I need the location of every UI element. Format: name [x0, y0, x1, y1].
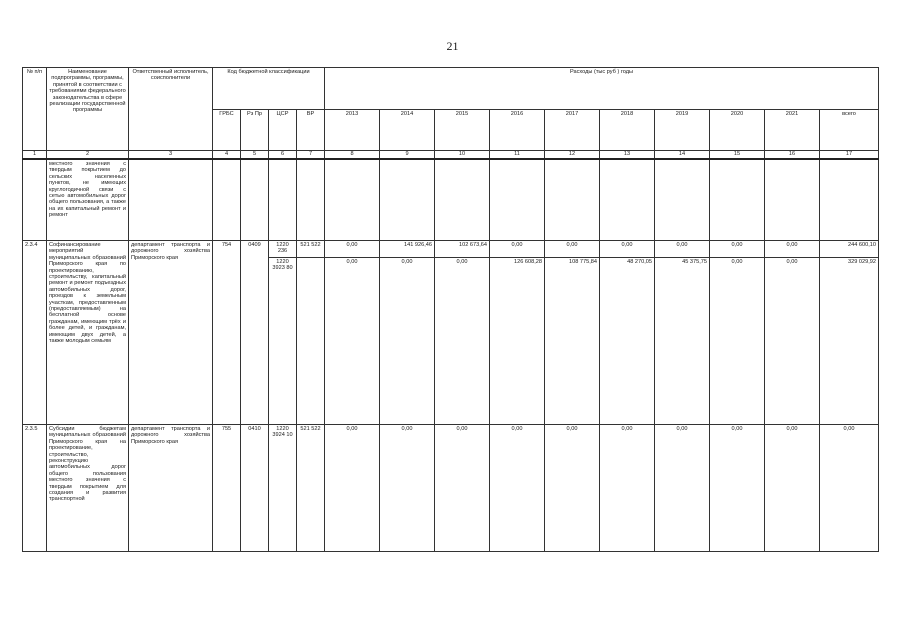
table-row [23, 425, 879, 552]
value-cell: 0,00 [325, 258, 380, 425]
header-year: 2020 [710, 109, 765, 151]
value-cell: 0,00 [655, 425, 710, 552]
value-cell: 329 029,92 [820, 258, 879, 425]
value-cell: 0,00 [600, 241, 655, 258]
row-number [23, 159, 47, 241]
value-cell: 0,00 [490, 241, 545, 258]
value-cell: 0,00 [435, 425, 490, 552]
row-name: Субсидии бюджетам муниципальных образований Приморского края на проектирование, строительство, реконструкцию автомобильных дорог общего пользования местного значения с твердым покрытием для создания и развития транспортной [47, 425, 129, 552]
column-number: 16 [765, 151, 820, 160]
row-executor [129, 159, 213, 241]
value-cell: 102 673,64 [435, 241, 490, 258]
column-number: 17 [820, 151, 879, 160]
value-cell: 0,00 [765, 258, 820, 425]
header-year: 2013 [325, 109, 380, 151]
value-cell: 0,00 [710, 258, 765, 425]
column-number: 11 [490, 151, 545, 160]
value-cell: 244 600,10 [820, 241, 879, 258]
value-cell: 0,00 [380, 425, 435, 552]
value-cell: 48 270,05 [600, 258, 655, 425]
column-number: 5 [241, 151, 269, 160]
header-name: Наименование подпрограммы, программы, принятой в соответствии с требованиями федерального законодательства в сфере реализации государственной программы [47, 68, 129, 151]
column-number: 8 [325, 151, 380, 160]
row-vr: 521 522 [297, 425, 325, 552]
column-number: 10 [435, 151, 490, 160]
row-vr: 521 522 [297, 241, 325, 258]
header-year: 2017 [545, 109, 600, 151]
page-number: 21 [446, 39, 459, 53]
budget-table [22, 67, 879, 552]
header-executor: Ответственный исполнитель, соисполнители [129, 68, 213, 151]
row-grbs: 755 [213, 425, 241, 552]
column-number: 6 [269, 151, 297, 160]
column-number: 14 [655, 151, 710, 160]
value-cell: 126 608,28 [490, 258, 545, 425]
header-row-top [23, 68, 879, 110]
header-no: № п/п [23, 68, 47, 151]
row-executor: департамент транспорта и дорожного хозяйства Приморского края [129, 425, 213, 552]
value-cell: 0,00 [545, 241, 600, 258]
column-number: 3 [129, 151, 213, 160]
value-cell: 0,00 [325, 241, 380, 258]
row-name: местного значения с твердым покрытием до сельских населенных пунктов, не имеющих круглогодичной связи с сетью автомобильных дорог общего пользования, а также на их капитальный ремонт и ремонт [47, 159, 129, 241]
header-total: всего [820, 109, 879, 151]
header-year: 2021 [765, 109, 820, 151]
row-csr: 1220 236 [269, 241, 297, 258]
value-cell: 0,00 [765, 425, 820, 552]
row-number: 2.3.5 [23, 425, 47, 552]
row-grbs: 754 [213, 241, 241, 425]
value-cell: 45 375,75 [655, 258, 710, 425]
value-cell: 0,00 [820, 425, 879, 552]
header-vr: ВР [297, 109, 325, 151]
value-cell: 0,00 [600, 425, 655, 552]
value-cell: 0,00 [765, 241, 820, 258]
column-number: 1 [23, 151, 47, 160]
column-number: 2 [47, 151, 129, 160]
row-executor: департамент транспорта и дорожного хозяйства Приморского края [129, 241, 213, 425]
column-number: 4 [213, 151, 241, 160]
header-expenses: Расходы (тыс руб ) годы [325, 68, 879, 110]
column-number: 9 [380, 151, 435, 160]
value-cell: 0,00 [545, 425, 600, 552]
value-cell: 141 926,46 [380, 241, 435, 258]
column-number: 13 [600, 151, 655, 160]
value-cell: 0,00 [380, 258, 435, 425]
table-row [23, 241, 879, 258]
row-rzpr: 0410 [241, 425, 269, 552]
header-rzpr: Рз Пр [241, 109, 269, 151]
value-cell: 0,00 [435, 258, 490, 425]
value-cell: 0,00 [710, 425, 765, 552]
header-year: 2016 [490, 109, 545, 151]
row-number: 2.3.4 [23, 241, 47, 425]
header-grbs: ГРБС [213, 109, 241, 151]
column-number: 15 [710, 151, 765, 160]
row-rzpr: 0409 [241, 241, 269, 425]
column-number-row [23, 151, 879, 160]
column-number: 12 [545, 151, 600, 160]
header-year: 2019 [655, 109, 710, 151]
header-year: 2015 [435, 109, 490, 151]
row-name: Софинансирование мероприятий муниципальных образований Приморского края по проектированию, строительству, капитальный ремонт и ремонт подъездных автомобильных дорог, проездов к земельным участкам, предоставленным (предоставляемым) на бесплатной основе гражданам, имеющим трёх и более детей, и гражданам, имеющим двух детей, а также молодым семьям [47, 241, 129, 425]
header-csr: ЦСР [269, 109, 297, 151]
column-number: 7 [297, 151, 325, 160]
row-csr: 1220 3923 80 [269, 258, 297, 425]
header-budget-code: Код бюджетной классификации [213, 68, 325, 110]
header-year: 2014 [380, 109, 435, 151]
header-year: 2018 [600, 109, 655, 151]
row-vr [297, 258, 325, 425]
table-row [23, 159, 879, 241]
value-cell: 0,00 [710, 241, 765, 258]
row-csr: 1220 3924 10 [269, 425, 297, 552]
value-cell: 0,00 [655, 241, 710, 258]
value-cell: 0,00 [325, 425, 380, 552]
value-cell: 108 775,84 [545, 258, 600, 425]
value-cell: 0,00 [490, 425, 545, 552]
